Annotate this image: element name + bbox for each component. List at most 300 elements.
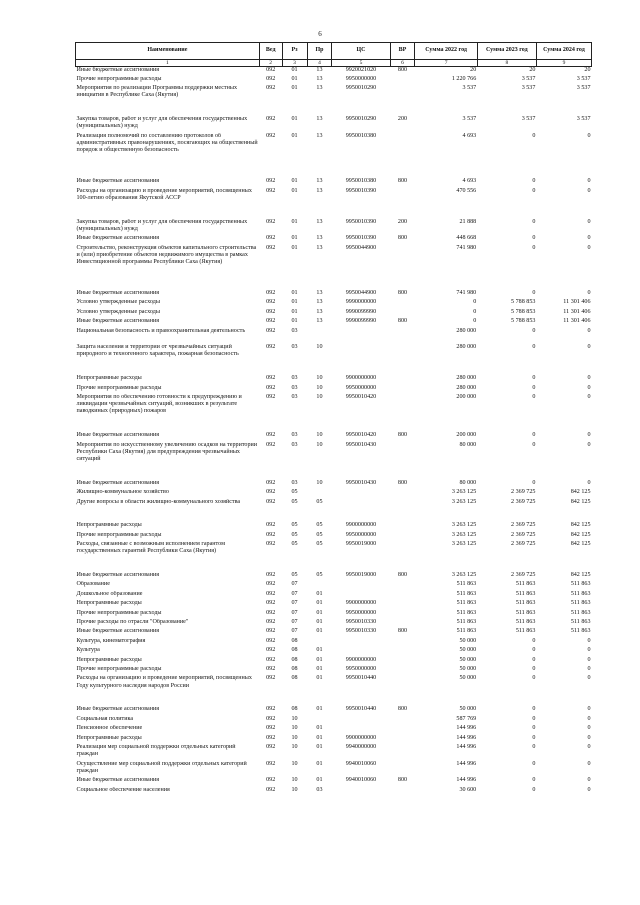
table-row: [76, 787, 592, 796]
row-ved: 092: [266, 479, 276, 486]
row-ved: 092: [266, 308, 276, 315]
row-sum-2024: 0: [587, 786, 591, 793]
row-rz: 01: [291, 308, 298, 315]
row-rz: 01: [291, 218, 298, 225]
row-sum-2024: 511 863: [570, 619, 591, 626]
row-pr: 03: [316, 786, 323, 793]
column-number: 1: [76, 60, 260, 67]
table-row: [76, 706, 592, 715]
row-vr: [390, 309, 415, 318]
row-sum-2022: 144 996: [456, 725, 477, 732]
row-ved: 092: [266, 572, 276, 579]
row-name: Мероприятия по искусственному увеличению осадков на территории Республики Саха (Якутия) для предупреждения чрезвычайных ситуаций: [76, 441, 258, 462]
row-vr: [390, 133, 415, 178]
row-vr: [390, 716, 415, 725]
table-row: [76, 777, 592, 786]
row-vr: [390, 499, 415, 523]
row-sum-2023: 3 537: [521, 85, 536, 92]
table-row: [76, 666, 592, 675]
row-sum-2023: 0: [532, 666, 536, 672]
row-pr: 13: [316, 299, 323, 306]
row-cs: 9990099990: [345, 308, 377, 315]
row-cs: [332, 591, 390, 600]
row-sum-2023: 2 369 725: [511, 531, 536, 538]
row-ved: 092: [266, 647, 276, 654]
row-pr: 01: [316, 706, 323, 713]
row-cs: 9900000000: [345, 656, 377, 663]
row-rz: 03: [291, 393, 298, 400]
row-vr: 200: [397, 218, 408, 225]
row-cs: 9950019000: [345, 541, 377, 548]
row-cs: 9950010430: [345, 479, 377, 486]
row-cs: [332, 787, 390, 796]
row-vr: [390, 442, 415, 480]
table-row: [76, 572, 592, 581]
row-sum-2022: 3 537: [462, 116, 477, 123]
row-cs: 9900000000: [345, 522, 377, 529]
row-vr: [390, 245, 415, 290]
row-sum-2023: 0: [532, 479, 536, 486]
row-ved: 092: [266, 384, 276, 391]
row-sum-2024: 511 863: [570, 590, 591, 597]
row-sum-2024: 3 537: [576, 116, 591, 123]
row-ved: 092: [266, 498, 276, 505]
row-sum-2022: 4 693: [462, 178, 477, 185]
row-rz: 01: [291, 299, 298, 306]
row-rz: 01: [291, 75, 298, 82]
row-sum-2023: 0: [532, 656, 536, 663]
table-row: [76, 375, 592, 384]
header-rz: Рз: [282, 43, 307, 60]
table-row: [76, 188, 592, 219]
row-vr: 800: [397, 318, 408, 325]
row-cs: 9950010390: [345, 218, 377, 225]
row-rz: 01: [291, 67, 298, 73]
row-cs: 9900000000: [345, 734, 377, 741]
row-ved: 092: [266, 290, 276, 297]
table-row: [76, 178, 592, 187]
row-sum-2022: 511 863: [456, 590, 477, 597]
row-sum-2024: 0: [587, 327, 591, 334]
row-pr: 13: [316, 75, 323, 82]
row-sum-2022: 3 263 125: [451, 498, 477, 505]
row-pr: 01: [316, 675, 323, 682]
row-rz: 07: [291, 619, 298, 626]
table-row: [76, 591, 592, 600]
row-ved: 092: [266, 531, 276, 538]
row-sum-2024: 0: [587, 375, 591, 382]
row-sum-2022: 4 693: [462, 132, 477, 139]
row-sum-2024: 0: [587, 393, 591, 400]
row-vr: [390, 394, 415, 432]
row-sum-2024: 0: [587, 244, 591, 251]
row-sum-2023: 511 863: [515, 581, 536, 588]
row-name: Непрограммные расходы: [76, 375, 142, 382]
row-vr: [390, 188, 415, 219]
row-ved: 092: [266, 541, 276, 548]
row-cs: 9940010060: [345, 777, 377, 784]
row-sum-2022: 3 263 125: [451, 522, 477, 529]
header-cs: ЦС: [332, 43, 390, 60]
row-cs: [332, 344, 390, 375]
row-name: Иные бюджетные ассигнования: [76, 572, 160, 579]
table-row: [76, 532, 592, 541]
row-ved: 092: [266, 235, 276, 242]
row-rz: 10: [291, 725, 298, 732]
row-sum-2024: 842 125: [570, 498, 591, 505]
row-ved: 092: [266, 786, 276, 793]
column-number: 3: [282, 60, 307, 67]
row-rz: 01: [291, 132, 298, 139]
row-rz: 08: [291, 647, 298, 654]
row-pr: 13: [316, 132, 323, 139]
row-name: Непрограммные расходы: [76, 734, 142, 741]
row-sum-2024: 0: [587, 432, 591, 439]
header-sum-2023: Сумма 2023 год: [477, 43, 536, 60]
column-number: 8: [477, 60, 536, 67]
row-vr: 200: [397, 116, 408, 123]
row-name: Реализация мер социальной поддержки отдельных категорий граждан: [76, 743, 236, 758]
row-rz: 08: [291, 706, 298, 713]
table-row: [76, 657, 592, 666]
row-sum-2022: 280 000: [456, 344, 477, 351]
row-pr: 01: [316, 734, 323, 741]
row-sum-2024: 0: [587, 725, 591, 732]
row-ved: 092: [266, 666, 276, 672]
row-name: Закупка товаров, работ и услуг для обеспечения государственных (муниципальных) нужд: [76, 218, 248, 232]
row-sum-2022: 3 263 125: [451, 489, 477, 496]
table-row: [76, 489, 592, 498]
row-sum-2024: 0: [587, 218, 591, 225]
row-sum-2023: 0: [532, 132, 536, 139]
row-vr: [390, 375, 415, 384]
row-sum-2024: 511 863: [570, 628, 591, 635]
row-pr: 10: [316, 479, 323, 486]
column-number: 2: [259, 60, 282, 67]
row-sum-2024: 0: [587, 777, 591, 784]
table-row: [76, 299, 592, 308]
row-ved: 092: [266, 706, 276, 713]
row-rz: 07: [291, 628, 298, 635]
row-sum-2024: 0: [587, 734, 591, 741]
row-vr: [390, 657, 415, 666]
table-row: [76, 610, 592, 619]
row-cs: 9950010440: [345, 706, 377, 713]
row-ved: 092: [266, 132, 276, 139]
row-ved: 092: [266, 441, 276, 448]
row-sum-2022: 30 600: [459, 786, 477, 793]
row-vr: 800: [397, 572, 408, 579]
row-name: Иные бюджетные ассигнования: [76, 67, 160, 73]
row-sum-2022: 200 000: [456, 432, 477, 439]
row-name: Реализация полномочий по составлению протоколов об административных правонарушениях, посягающих на общественный порядок и общественную безопасность: [76, 132, 258, 154]
row-name: Иные бюджетные ассигнования: [76, 318, 160, 325]
row-name: Условно утвержденные расходы: [76, 299, 161, 306]
row-ved: 092: [266, 116, 276, 123]
row-sum-2024: 0: [587, 344, 591, 351]
row-sum-2023: 0: [532, 290, 536, 297]
row-sum-2023: 0: [532, 244, 536, 251]
row-vr: 800: [397, 777, 408, 784]
row-sum-2023: 0: [532, 218, 536, 225]
table-row: [76, 619, 592, 628]
row-vr: [390, 591, 415, 600]
row-cs: 9940000000: [345, 743, 377, 750]
row-rz: 07: [291, 609, 298, 616]
row-sum-2022: 0: [473, 299, 477, 306]
row-cs: [332, 716, 390, 725]
row-vr: 800: [397, 432, 408, 439]
table-row: [76, 761, 592, 778]
row-vr: [390, 600, 415, 609]
row-sum-2022: 3 263 125: [451, 541, 477, 548]
row-name: Иные бюджетные ассигнования: [76, 235, 160, 242]
row-vr: [390, 647, 415, 656]
row-vr: [390, 610, 415, 619]
row-pr: 05: [316, 572, 323, 579]
row-sum-2023: 0: [532, 706, 536, 713]
row-rz: 03: [291, 441, 298, 448]
row-ved: 092: [266, 725, 276, 732]
row-sum-2022: 50 000: [459, 666, 477, 672]
row-name: Социальное обеспечение населения: [76, 786, 170, 793]
row-sum-2022: 511 863: [456, 619, 477, 626]
row-name: Прочие непрограммные расходы: [76, 609, 162, 616]
row-vr: [390, 619, 415, 628]
row-rz: 08: [291, 675, 298, 682]
row-sum-2022: 3 263 125: [451, 572, 477, 579]
row-sum-2023: 0: [532, 725, 536, 732]
row-sum-2022: 50 000: [459, 706, 477, 713]
row-sum-2023: 0: [532, 786, 536, 793]
table-row: [76, 628, 592, 637]
row-name: Прочие непрограммные расходы: [76, 666, 162, 672]
row-name: Культура, кинематография: [76, 637, 146, 644]
row-sum-2024: 0: [587, 656, 591, 663]
row-name: Жилищно-коммунальное хозяйство: [76, 489, 169, 496]
row-cs: 9950010430: [345, 441, 377, 448]
row-vr: [390, 725, 415, 734]
row-pr: 13: [316, 235, 323, 242]
row-sum-2024: 0: [587, 384, 591, 391]
row-rz: 05: [291, 522, 298, 529]
row-sum-2023: 2 369 725: [511, 498, 536, 505]
table-row: [76, 600, 592, 609]
column-number: 6: [390, 60, 415, 67]
row-pr: [307, 581, 332, 590]
row-ved: 092: [266, 743, 276, 750]
row-sum-2022: 448 668: [456, 235, 477, 242]
row-pr: 05: [316, 522, 323, 529]
row-sum-2022: 1 220 766: [451, 75, 477, 82]
table-row: [76, 67, 592, 76]
row-rz: 10: [291, 786, 298, 793]
row-sum-2023: 0: [532, 235, 536, 242]
row-vr: [390, 328, 415, 345]
table-body: [76, 67, 592, 796]
row-sum-2022: 3 537: [462, 85, 477, 92]
row-rz: 05: [291, 572, 298, 579]
row-sum-2023: 5 788 853: [511, 308, 536, 315]
table-row: [76, 116, 592, 133]
row-ved: 092: [266, 318, 276, 325]
table-row: [76, 744, 592, 761]
row-ved: 092: [266, 600, 276, 607]
row-cs: 9950010290: [345, 116, 377, 123]
row-pr: 01: [316, 760, 323, 767]
row-name: Прочие расходы по отрасли "Образование": [76, 619, 189, 626]
row-name: Непрограммные расходы: [76, 600, 142, 607]
row-name: Осуществление мер социальной поддержки отдельных категорий граждан: [76, 760, 247, 774]
row-pr: 13: [316, 67, 323, 73]
row-pr: [307, 638, 332, 647]
row-sum-2022: 50 000: [459, 675, 477, 682]
row-rz: 01: [291, 244, 298, 251]
row-ved: 092: [266, 244, 276, 251]
row-sum-2023: 0: [532, 675, 536, 682]
row-sum-2023: 0: [532, 647, 536, 654]
row-pr: 01: [316, 619, 323, 626]
row-sum-2023: 511 863: [515, 619, 536, 626]
row-vr: [390, 581, 415, 590]
row-sum-2023: 2 369 725: [511, 489, 536, 496]
table-row: [76, 328, 592, 345]
row-cs: 9900000000: [345, 600, 377, 607]
row-vr: [390, 85, 415, 116]
row-pr: 01: [316, 609, 323, 616]
table-row: [76, 442, 592, 480]
row-ved: 092: [266, 299, 276, 306]
row-cs: 9950010380: [345, 178, 377, 185]
row-vr: [390, 344, 415, 375]
row-vr: [390, 522, 415, 531]
row-sum-2024: 0: [587, 760, 591, 767]
row-vr: 800: [397, 290, 408, 297]
row-cs: 9990099990: [345, 318, 377, 325]
row-sum-2023: 0: [532, 743, 536, 750]
row-sum-2024: 842 125: [570, 489, 591, 496]
row-rz: 10: [291, 715, 298, 722]
row-vr: 800: [397, 706, 408, 713]
row-rz: 08: [291, 666, 298, 672]
column-number: 7: [415, 60, 477, 67]
row-name: Иные бюджетные ассигнования: [76, 479, 160, 486]
row-sum-2023: 511 863: [515, 600, 536, 607]
row-pr: 13: [316, 116, 323, 123]
row-name: Иные бюджетные ассигнования: [76, 178, 160, 185]
row-name: Закупка товаров, работ и услуг для обеспечения государственных (муниципальных) нужд: [76, 116, 248, 130]
row-ved: 092: [266, 656, 276, 663]
row-cs: 9990000000: [345, 299, 377, 306]
table-row: [76, 675, 592, 706]
row-ved: 092: [266, 675, 276, 682]
row-rz: 01: [291, 85, 298, 92]
row-pr: 10: [316, 441, 323, 448]
row-pr: 01: [316, 647, 323, 654]
row-rz: 03: [291, 479, 298, 486]
row-cs: 9920021020: [345, 67, 377, 73]
table-row: [76, 133, 592, 178]
row-sum-2023: 0: [532, 441, 536, 448]
row-name: Расходы на организацию и проведение мероприятий, посвященных Году культурного наследия народов России: [76, 675, 252, 689]
table-row: [76, 581, 592, 590]
row-cs: 9950000000: [345, 666, 377, 672]
row-ved: 092: [266, 344, 276, 351]
row-cs: 9950044900: [345, 290, 377, 297]
row-sum-2023: 0: [532, 734, 536, 741]
row-sum-2022: 280 000: [456, 327, 477, 334]
row-name: Прочие непрограммные расходы: [76, 531, 162, 538]
row-name: Иные бюджетные ассигнования: [76, 628, 160, 635]
row-sum-2023: 0: [532, 187, 536, 194]
row-sum-2023: 0: [532, 760, 536, 767]
row-name: Национальная безопасность и правоохранительная деятельность: [76, 327, 246, 334]
row-vr: [390, 76, 415, 85]
table-row: [76, 647, 592, 656]
row-sum-2022: 0: [473, 308, 477, 315]
row-name: Пенсионное обеспечение: [76, 725, 143, 732]
row-pr: 13: [316, 318, 323, 325]
row-sum-2024: 0: [587, 706, 591, 713]
row-rz: 10: [291, 760, 298, 767]
table-row: [76, 290, 592, 299]
row-cs: 9950010440: [345, 675, 377, 682]
table-row: [76, 499, 592, 523]
table-row: [76, 85, 592, 116]
table-row: [76, 716, 592, 725]
row-pr: 01: [316, 600, 323, 607]
row-sum-2023: 0: [532, 715, 536, 722]
row-pr: 13: [316, 187, 323, 194]
header-sum-2024: Сумма 2024 год: [536, 43, 591, 60]
row-rz: 01: [291, 187, 298, 194]
row-ved: 092: [266, 432, 276, 439]
table-row: [76, 76, 592, 85]
row-sum-2024: 3 537: [576, 75, 591, 82]
row-sum-2022: 80 000: [459, 441, 477, 448]
row-cs: 9950000000: [345, 384, 377, 391]
row-name: Непрограммные расходы: [76, 656, 142, 663]
row-pr: 01: [316, 725, 323, 732]
row-vr: [390, 675, 415, 706]
row-sum-2023: 0: [532, 393, 536, 400]
row-sum-2022: 741 980: [456, 290, 477, 297]
row-pr: 13: [316, 178, 323, 185]
row-name: Социальная политика: [76, 715, 134, 722]
row-rz: 07: [291, 600, 298, 607]
row-sum-2022: 144 996: [456, 777, 477, 784]
row-sum-2022: 50 000: [459, 647, 477, 654]
column-number: 4: [307, 60, 332, 67]
row-ved: 092: [266, 637, 276, 644]
row-cs: [332, 647, 390, 656]
row-sum-2023: 5 788 853: [511, 318, 536, 325]
row-pr: 13: [316, 85, 323, 92]
row-sum-2022: 0: [473, 318, 477, 325]
row-ved: 092: [266, 178, 276, 185]
row-pr: 01: [316, 656, 323, 663]
row-ved: 092: [266, 581, 276, 588]
row-rz: 05: [291, 489, 298, 496]
row-sum-2024: 0: [587, 637, 591, 644]
row-rz: 01: [291, 318, 298, 325]
row-sum-2023: 3 537: [521, 75, 536, 82]
row-rz: 08: [291, 637, 298, 644]
row-sum-2023: 3 537: [521, 116, 536, 123]
row-pr: 01: [316, 590, 323, 597]
header-name: Наименование: [76, 43, 260, 60]
row-rz: 03: [291, 432, 298, 439]
